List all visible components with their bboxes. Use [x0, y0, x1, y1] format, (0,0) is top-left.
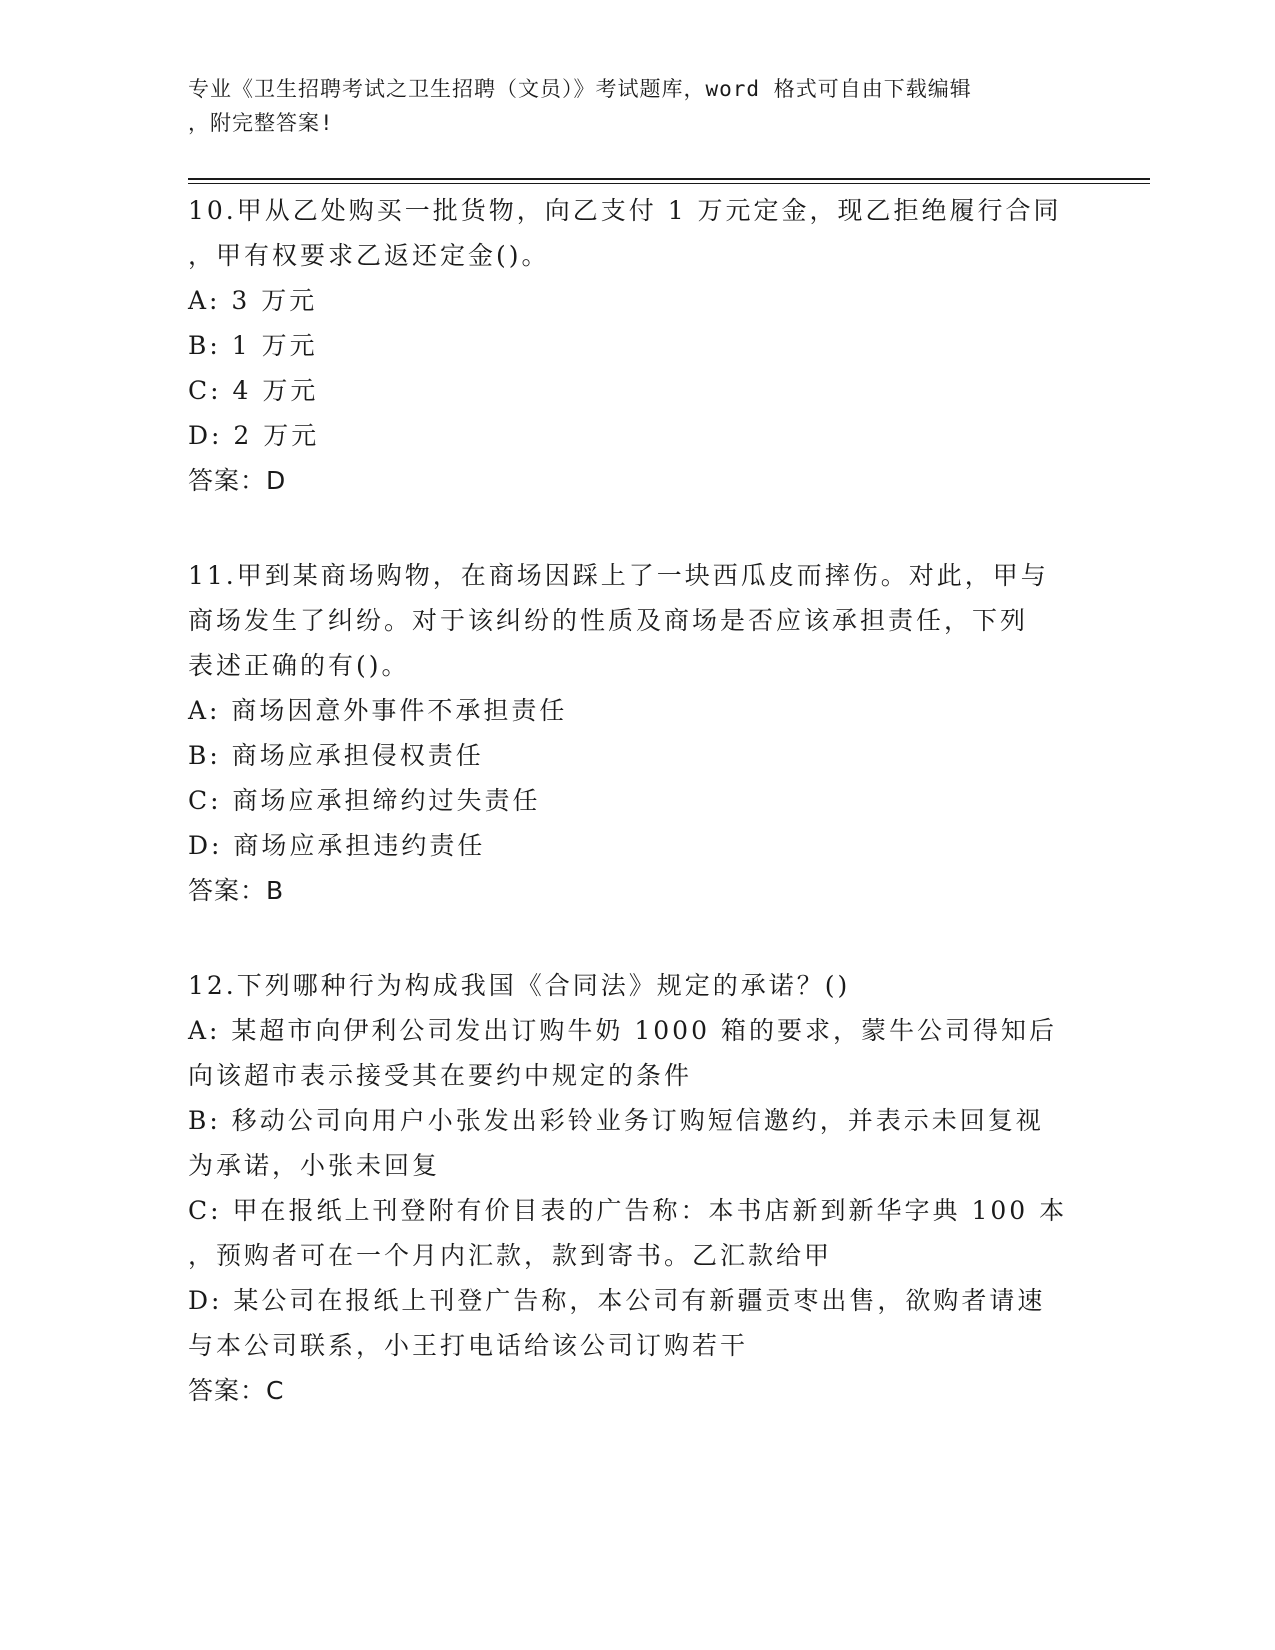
- option-a: A: 商场因意外事件不承担责任: [188, 696, 568, 725]
- answer-line: 答案：C: [188, 1376, 285, 1405]
- question-stem-line: ，甲有权要求乙返还定金()。: [188, 241, 550, 270]
- answer-line: 答案：B: [188, 876, 285, 905]
- option-c: C: 4 万元: [188, 376, 319, 405]
- header-divider-thin: [188, 183, 1150, 184]
- option-a: A: 3 万元: [188, 286, 318, 315]
- question-stem-line: 表述正确的有()。: [188, 651, 410, 680]
- option-d-continued: 与本公司联系，小王打电话给该公司订购若干: [188, 1331, 749, 1360]
- question-stem-line: 12.下列哪种行为构成我国《合同法》规定的承诺？(): [188, 971, 851, 1000]
- option-b-continued: 为承诺，小张未回复: [188, 1151, 441, 1180]
- option-c: C: 甲在报纸上刊登附有价目表的广告称：本书店新到新华字典 100 本: [188, 1196, 1068, 1225]
- question-stem-line: 10.甲从乙处购买一批货物，向乙支付 1 万元定金，现乙拒绝履行合同: [188, 196, 1062, 225]
- option-c: C: 商场应承担缔约过失责任: [188, 786, 541, 815]
- question-stem-line: 商场发生了纠纷。对于该纠纷的性质及商场是否应该承担责任，下列: [188, 606, 1029, 635]
- document-header: [188, 72, 1068, 140]
- question-11: [188, 553, 1088, 913]
- question-stem-line: 11.甲到某商场购物，在商场因踩上了一块西瓜皮而摔伤。对此，甲与: [188, 561, 1049, 590]
- question-12: [188, 963, 1088, 1413]
- option-b: B: 商场应承担侵权责任: [188, 741, 484, 770]
- header-divider-thick: [188, 178, 1150, 180]
- option-b: B: 1 万元: [188, 331, 318, 360]
- header-line: 专业《卫生招聘考试之卫生招聘（文员）》考试题库，word 格式可自由下载编辑: [188, 77, 972, 101]
- option-a: A: 某超市向伊利公司发出订购牛奶 1000 箱的要求，蒙牛公司得知后: [188, 1016, 1057, 1045]
- header-line: ，附完整答案!: [188, 111, 334, 135]
- question-10: [188, 188, 1088, 503]
- answer-line: 答案：D: [188, 466, 287, 495]
- option-b: B: 移动公司向用户小张发出彩铃业务订购短信邀约，并表示未回复视: [188, 1106, 1044, 1135]
- option-d: D: 2 万元: [188, 421, 320, 450]
- option-c-continued: ，预购者可在一个月内汇款，款到寄书。乙汇款给甲: [188, 1241, 833, 1270]
- option-d: D: 某公司在报纸上刊登广告称，本公司有新疆贡枣出售，欲购者请速: [188, 1286, 1046, 1315]
- option-d: D: 商场应承担违约责任: [188, 831, 486, 860]
- option-a-continued: 向该超市表示接受其在要约中规定的条件: [188, 1061, 693, 1090]
